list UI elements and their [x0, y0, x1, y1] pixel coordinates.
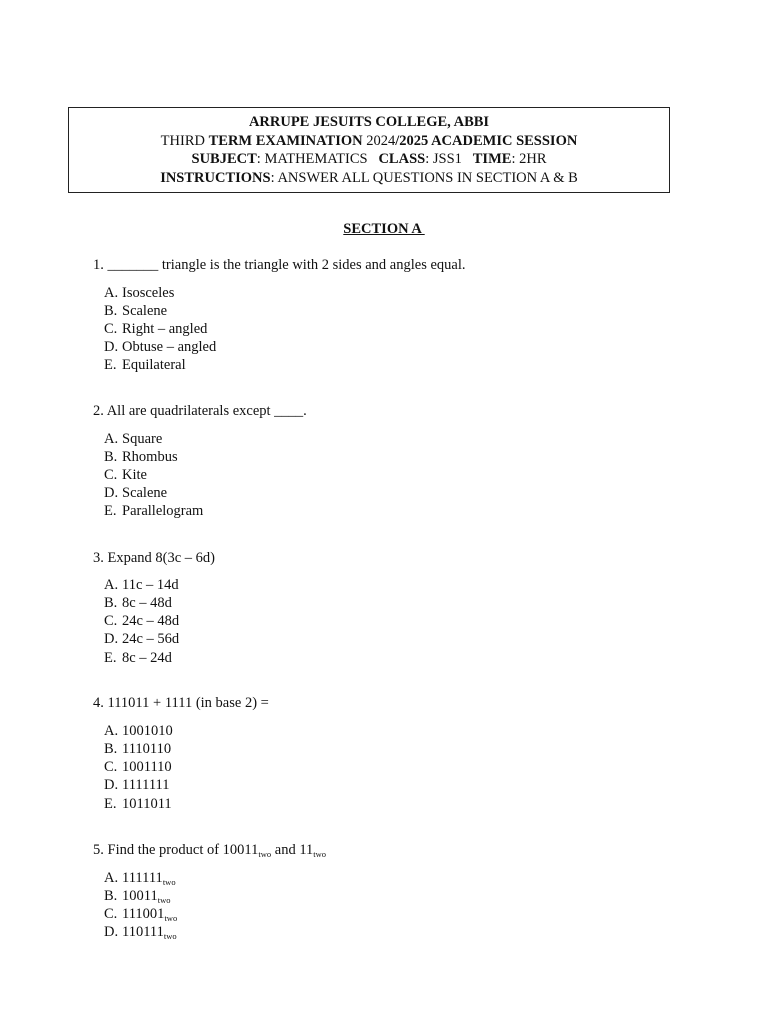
option: C. Right – angled: [104, 321, 208, 337]
option: C. 24c – 48d: [104, 613, 180, 629]
option: E. Equilateral: [104, 357, 186, 373]
question-3: 3. Expand 8(3c – 6d): [93, 550, 216, 566]
option: A. Square: [104, 431, 163, 447]
question-2: 2. All are quadrilaterals except ____.: [93, 403, 307, 419]
option: C. 1001110: [104, 759, 172, 775]
option: D. Scalene: [104, 485, 168, 501]
option: D. 1111111: [104, 777, 170, 793]
question-4: 4. 111011 + 1111 (in base 2) =: [93, 695, 269, 711]
option: A. 11c – 14d: [104, 577, 179, 593]
section-title: SECTION A: [343, 221, 425, 237]
question-5: 5. Find the product of $10011_{two}$ and $11_{two}$: [93, 842, 327, 859]
question-1: 1. _______ triangle is the triangle with 2 sides and angles equal.: [93, 257, 466, 273]
option: E. Parallelogram: [104, 503, 204, 519]
option: D. 24c – 56d: [104, 631, 180, 647]
exam-header: [68, 107, 670, 193]
option: B. $10011_{two}$: [104, 888, 171, 905]
school-name: ARRUPE JESUITS COLLEGE, ABBI: [248, 114, 490, 130]
option: E. 8c – 24d: [104, 650, 172, 666]
option: D. Obtuse – angled: [104, 339, 217, 355]
option: B. Rhombus: [104, 449, 178, 465]
option: D. $110111_{two}$: [104, 924, 177, 941]
option: A. 1001010: [104, 723, 173, 739]
option: B. Scalene: [104, 303, 168, 319]
option: C. Kite: [104, 467, 147, 483]
option: B. 1110110: [104, 741, 172, 757]
option: A. $111111_{two}$: [104, 870, 176, 887]
instructions-line: INSTRUCTIONS: ANSWER ALL QUESTIONS IN SECTION A & B: [160, 169, 578, 186]
subject-line: SUBJECT: MATHEMATICS CLASS: JSS1 TIME: 2HR: [191, 151, 547, 167]
option: B. 8c – 48d: [104, 595, 172, 611]
option: C. $111001_{two}$: [104, 906, 178, 923]
option: E. 1011011: [104, 796, 172, 812]
exam-title: THIRD TERM EXAMINATION 2024/2025 ACADEMIC SESSION: [160, 132, 578, 149]
option: A. Isosceles: [104, 285, 175, 301]
